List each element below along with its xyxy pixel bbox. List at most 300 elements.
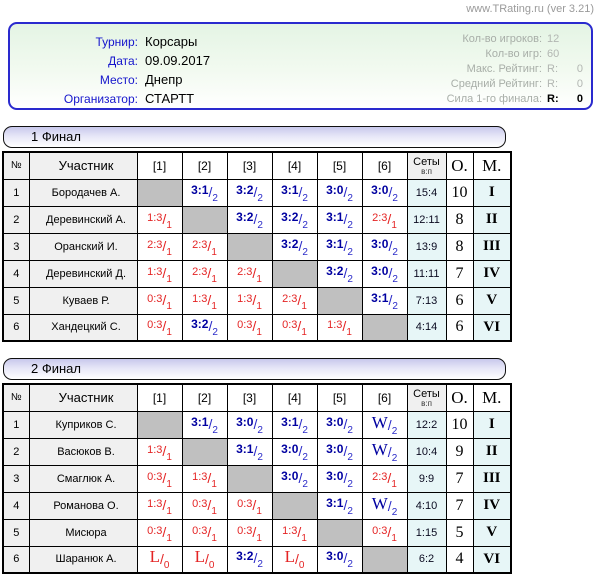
match-points: 2 <box>257 424 263 436</box>
points-cell: 10 <box>446 411 473 438</box>
table-row <box>3 546 511 573</box>
score-slash: / <box>252 291 257 308</box>
player-name: Куваев Р. <box>29 287 137 314</box>
match-score: 2:3 <box>372 470 388 483</box>
sets-sublabel: в:п <box>421 166 432 176</box>
match-cell <box>317 233 362 260</box>
match-score: W <box>371 439 388 459</box>
match-score: 2:3 <box>237 265 253 278</box>
sets-label: Сеты <box>413 155 440 168</box>
info-value: Днепр <box>145 72 183 87</box>
header-row <box>3 384 511 411</box>
match-score: 3:2 <box>281 236 299 251</box>
match-cell <box>272 411 317 438</box>
match-points: 1 <box>301 300 307 312</box>
match-points: 1 <box>166 219 172 231</box>
match-score: 1:3 <box>147 443 163 456</box>
match-score: 3:0 <box>371 236 389 251</box>
sets-cell: 4:14 <box>407 314 446 341</box>
score-slash: / <box>252 496 257 513</box>
score-slash: / <box>208 183 213 200</box>
score-slash: / <box>343 210 348 227</box>
match-cell <box>272 206 317 233</box>
score-slash: / <box>388 183 393 200</box>
player-name: Васюков В. <box>29 438 137 465</box>
col-header-player: Участник <box>29 152 137 179</box>
match-cell <box>227 438 272 465</box>
match-cell <box>227 206 272 233</box>
match-points: 1 <box>211 532 217 544</box>
match-score: 0:3 <box>192 524 208 537</box>
stat-value: R: <box>547 63 558 75</box>
self-cell <box>227 465 272 492</box>
match-score: L <box>149 547 160 567</box>
tournament-stats <box>447 31 583 108</box>
match-points: 1 <box>211 246 217 258</box>
points-cell: 9 <box>446 438 473 465</box>
match-points: 2 <box>347 559 353 571</box>
match-score: 3:0 <box>371 263 389 278</box>
match-score: 3:2 <box>236 209 254 224</box>
match-points: 2 <box>257 192 263 204</box>
place-cell: III <box>473 233 511 260</box>
match-points: 1 <box>211 505 217 517</box>
match-cell <box>362 260 407 287</box>
place-cell: VI <box>473 314 511 341</box>
tournament-fields <box>10 31 210 108</box>
match-cell <box>317 179 362 206</box>
match-points: 2 <box>302 246 308 258</box>
match-points: 2 <box>302 424 308 436</box>
self-cell <box>137 179 182 206</box>
match-points: 2 <box>347 246 353 258</box>
match-points: 2 <box>257 559 263 571</box>
self-cell <box>272 260 317 287</box>
match-points: 1 <box>391 478 397 490</box>
match-points: 1 <box>301 532 307 544</box>
self-cell <box>182 206 227 233</box>
player-name: Оранский И. <box>29 233 137 260</box>
match-score: 3:0 <box>281 468 299 483</box>
info-label: Место: <box>99 73 138 87</box>
stat-value: 0 <box>576 78 583 90</box>
match-score: 2:3 <box>192 238 208 251</box>
match-cell <box>227 179 272 206</box>
match-score: 3:1 <box>326 209 344 224</box>
col-header-match-3: [3] <box>227 384 272 411</box>
score-slash: / <box>387 416 392 433</box>
match-points: 2 <box>392 192 398 204</box>
row-number: 3 <box>3 233 29 260</box>
match-points: 2 <box>302 192 308 204</box>
sets-cell: 12:2 <box>407 411 446 438</box>
stat-value: R: <box>547 78 558 90</box>
sets-cell: 4:10 <box>407 492 446 519</box>
score-slash: / <box>388 264 393 281</box>
finals-container <box>0 126 600 574</box>
final-section-1 <box>0 126 600 342</box>
score-slash: / <box>343 264 348 281</box>
col-header-match-1: [1] <box>137 384 182 411</box>
match-points: 1 <box>166 478 172 490</box>
match-points: 1 <box>211 273 217 285</box>
table-row <box>3 260 511 287</box>
match-cell <box>362 179 407 206</box>
score-slash: / <box>298 237 303 254</box>
match-score: 3:1 <box>281 414 299 429</box>
score-slash: / <box>387 469 392 486</box>
match-cell <box>362 438 407 465</box>
match-cell <box>182 287 227 314</box>
match-points: 1 <box>166 451 172 463</box>
match-score: 1:3 <box>192 470 208 483</box>
row-number: 5 <box>3 519 29 546</box>
score-slash: / <box>162 442 167 459</box>
match-cell <box>182 233 227 260</box>
match-cell <box>182 492 227 519</box>
match-points: 1 <box>166 327 172 339</box>
match-points: 2 <box>347 424 353 436</box>
match-score: 3:1 <box>236 441 254 456</box>
match-cell <box>227 260 272 287</box>
stat-label: Кол-во игр: <box>485 48 542 60</box>
points-cell: 8 <box>446 206 473 233</box>
info-value: 09.09.2017 <box>145 53 211 68</box>
stat-label: Средний Рейтинг: <box>450 78 542 90</box>
match-points: 2 <box>347 478 353 490</box>
results-table <box>2 151 512 342</box>
score-slash: / <box>204 551 209 568</box>
place-cell: II <box>473 438 511 465</box>
match-score: 0:3 <box>147 292 163 305</box>
match-score: 3:0 <box>281 441 299 456</box>
score-slash: / <box>294 551 299 568</box>
player-name: Романова О. <box>29 492 137 519</box>
info-value: Корсары <box>145 34 198 49</box>
match-cell <box>182 465 227 492</box>
match-cell <box>227 314 272 341</box>
score-slash: / <box>298 442 303 459</box>
match-points: 0 <box>208 560 215 572</box>
match-score: 2:3 <box>282 292 298 305</box>
score-slash: / <box>388 237 393 254</box>
self-cell <box>317 519 362 546</box>
match-score: 1:3 <box>192 292 208 305</box>
match-cell <box>362 519 407 546</box>
stat-value: 12 <box>547 33 560 45</box>
match-score: 3:0 <box>326 414 344 429</box>
sets-cell: 13:9 <box>407 233 446 260</box>
row-number: 5 <box>3 287 29 314</box>
score-slash: / <box>297 523 302 540</box>
col-header-place: М. <box>473 152 511 179</box>
points-cell: 6 <box>446 287 473 314</box>
match-cell <box>272 438 317 465</box>
final-title: 2 Финал <box>3 358 506 380</box>
match-score: 3:2 <box>236 549 254 564</box>
match-cell <box>137 233 182 260</box>
score-slash: / <box>253 210 258 227</box>
stat-value: R: <box>547 93 559 105</box>
score-slash: / <box>207 523 212 540</box>
place-cell: VI <box>473 546 511 573</box>
match-cell <box>272 314 317 341</box>
row-number: 1 <box>3 411 29 438</box>
match-score: 3:0 <box>371 182 389 197</box>
match-cell <box>227 492 272 519</box>
match-points: 1 <box>211 478 217 490</box>
table-row <box>3 314 511 341</box>
info-label: Организатор: <box>63 92 138 106</box>
place-cell: IV <box>473 492 511 519</box>
score-slash: / <box>387 443 392 460</box>
score-slash: / <box>387 210 392 227</box>
match-cell <box>362 287 407 314</box>
match-score: 1:3 <box>147 265 163 278</box>
row-number: 2 <box>3 206 29 233</box>
match-points: 2 <box>302 478 308 490</box>
match-score: 3:0 <box>326 549 344 564</box>
score-slash: / <box>388 291 393 308</box>
points-cell: 8 <box>446 233 473 260</box>
points-cell: 5 <box>446 519 473 546</box>
score-slash: / <box>162 496 167 513</box>
score-slash: / <box>343 550 348 567</box>
score-slash: / <box>343 442 348 459</box>
stat-label: Кол-во игроков: <box>462 33 542 45</box>
match-score: L <box>194 547 205 567</box>
match-cell <box>317 546 362 573</box>
match-points: 2 <box>212 424 218 436</box>
match-score: 0:3 <box>237 497 253 510</box>
match-cell <box>137 492 182 519</box>
player-name: Мисюра <box>29 519 137 546</box>
match-points: 2 <box>302 219 308 231</box>
player-name: Шаранюк А. <box>29 546 137 573</box>
score-slash: / <box>159 551 164 568</box>
match-points: 2 <box>257 219 263 231</box>
score-slash: / <box>162 291 167 308</box>
col-header-player: Участник <box>29 384 137 411</box>
match-cell <box>227 519 272 546</box>
table-row <box>3 206 511 233</box>
match-score: 1:3 <box>327 319 343 332</box>
player-name: Бородачев А. <box>29 179 137 206</box>
match-points: 1 <box>166 273 172 285</box>
match-score: 3:0 <box>326 441 344 456</box>
table-row <box>3 492 511 519</box>
score-slash: / <box>252 318 257 335</box>
sets-cell: 15:4 <box>407 179 446 206</box>
match-score: 3:1 <box>191 182 209 197</box>
match-score: 0:3 <box>237 319 253 332</box>
match-points: 2 <box>391 506 398 518</box>
score-slash: / <box>207 496 212 513</box>
match-points: 1 <box>346 327 352 339</box>
match-score: 3:1 <box>326 236 344 251</box>
table-row <box>3 465 511 492</box>
score-slash: / <box>342 318 347 335</box>
col-header-match-6: [6] <box>362 152 407 179</box>
score-slash: / <box>207 469 212 486</box>
tournament-info-box <box>8 22 593 110</box>
match-cell <box>317 465 362 492</box>
match-points: 2 <box>212 327 218 339</box>
info-row-date <box>10 51 210 70</box>
match-cell <box>182 519 227 546</box>
match-score: 1:3 <box>147 497 163 510</box>
score-slash: / <box>298 469 303 486</box>
match-points: 1 <box>301 327 307 339</box>
points-cell: 7 <box>446 465 473 492</box>
match-cell <box>137 465 182 492</box>
match-points: 1 <box>256 327 262 339</box>
match-cell <box>137 206 182 233</box>
match-cell <box>362 411 407 438</box>
match-points: 1 <box>166 505 172 517</box>
match-cell <box>182 179 227 206</box>
score-slash: / <box>253 183 258 200</box>
match-cell <box>317 260 362 287</box>
row-number: 3 <box>3 465 29 492</box>
match-points: 1 <box>391 219 397 231</box>
match-points: 2 <box>392 273 398 285</box>
stat-row-players <box>447 32 583 47</box>
match-cell <box>362 465 407 492</box>
col-header-match-3: [3] <box>227 152 272 179</box>
match-points: 2 <box>347 273 353 285</box>
col-header-points: О. <box>446 152 473 179</box>
match-score: W <box>371 412 388 432</box>
score-slash: / <box>387 497 392 514</box>
row-number: 1 <box>3 179 29 206</box>
score-slash: / <box>298 210 303 227</box>
match-score: 2:3 <box>192 265 208 278</box>
match-cell <box>182 411 227 438</box>
stat-value: 0 <box>576 93 583 105</box>
match-score: 1:3 <box>282 524 298 537</box>
sets-sublabel: в:п <box>421 398 432 408</box>
match-points: 1 <box>391 532 397 544</box>
score-slash: / <box>162 318 167 335</box>
match-cell <box>317 492 362 519</box>
match-cell <box>137 287 182 314</box>
header-row <box>3 152 511 179</box>
table-row <box>3 519 511 546</box>
match-score: 0:3 <box>237 524 253 537</box>
match-points: 2 <box>302 451 308 463</box>
match-cell <box>182 546 227 573</box>
match-cell <box>137 314 182 341</box>
score-slash: / <box>343 415 348 432</box>
match-points: 2 <box>347 451 353 463</box>
player-name: Куприков С. <box>29 411 137 438</box>
table-row <box>3 438 511 465</box>
self-cell <box>362 546 407 573</box>
stat-row-final-strength <box>447 92 583 107</box>
points-cell: 10 <box>446 179 473 206</box>
score-slash: / <box>298 183 303 200</box>
score-slash: / <box>253 550 258 567</box>
stat-row-max-rating <box>447 62 583 77</box>
col-header-match-5: [5] <box>317 384 362 411</box>
match-points: 2 <box>212 192 218 204</box>
score-slash: / <box>297 318 302 335</box>
match-score: 3:1 <box>326 495 344 510</box>
match-score: 3:1 <box>371 290 389 305</box>
self-cell <box>137 411 182 438</box>
match-score: L <box>284 547 295 567</box>
match-points: 0 <box>163 560 170 572</box>
match-cell <box>317 411 362 438</box>
row-number: 4 <box>3 260 29 287</box>
self-cell <box>227 233 272 260</box>
match-points: 1 <box>166 246 172 258</box>
col-header-match-5: [5] <box>317 152 362 179</box>
match-points: 2 <box>257 451 263 463</box>
match-cell <box>317 206 362 233</box>
match-cell <box>272 465 317 492</box>
col-header-match-4: [4] <box>272 384 317 411</box>
match-score: 3:2 <box>236 182 254 197</box>
match-points: 1 <box>256 273 262 285</box>
place-cell: I <box>473 179 511 206</box>
score-slash: / <box>207 264 212 281</box>
match-cell <box>137 546 182 573</box>
match-cell <box>272 233 317 260</box>
table-row <box>3 287 511 314</box>
col-header-sets <box>407 152 446 179</box>
match-cell <box>362 233 407 260</box>
row-number: 6 <box>3 546 29 573</box>
place-cell: IV <box>473 260 511 287</box>
match-score: 0:3 <box>147 524 163 537</box>
match-cell <box>182 260 227 287</box>
points-cell: 7 <box>446 260 473 287</box>
match-points: 1 <box>256 505 262 517</box>
match-score: 1:3 <box>237 292 253 305</box>
self-cell <box>272 492 317 519</box>
match-score: 0:3 <box>147 470 163 483</box>
info-row-tournament <box>10 32 210 51</box>
score-slash: / <box>162 469 167 486</box>
score-slash: / <box>252 264 257 281</box>
info-label: Дата: <box>108 54 138 68</box>
place-cell: II <box>473 206 511 233</box>
match-points: 1 <box>211 300 217 312</box>
match-cell <box>182 314 227 341</box>
info-row-place <box>10 70 210 89</box>
player-name: Деревинский А. <box>29 206 137 233</box>
points-cell: 4 <box>446 546 473 573</box>
match-points: 2 <box>347 192 353 204</box>
sets-cell: 7:13 <box>407 287 446 314</box>
sets-cell: 9:9 <box>407 465 446 492</box>
match-score: 3:1 <box>191 414 209 429</box>
match-score: 3:0 <box>326 468 344 483</box>
site-credit: www.TRating.ru (ver 3.21) <box>466 3 594 15</box>
score-slash: / <box>343 183 348 200</box>
player-name: Деревинский Д. <box>29 260 137 287</box>
match-cell <box>362 206 407 233</box>
info-row-organizer <box>10 89 210 108</box>
score-slash: / <box>252 523 257 540</box>
col-header-match-2: [2] <box>182 384 227 411</box>
match-cell <box>272 179 317 206</box>
match-points: 2 <box>347 505 353 517</box>
score-slash: / <box>207 237 212 254</box>
table-row <box>3 233 511 260</box>
